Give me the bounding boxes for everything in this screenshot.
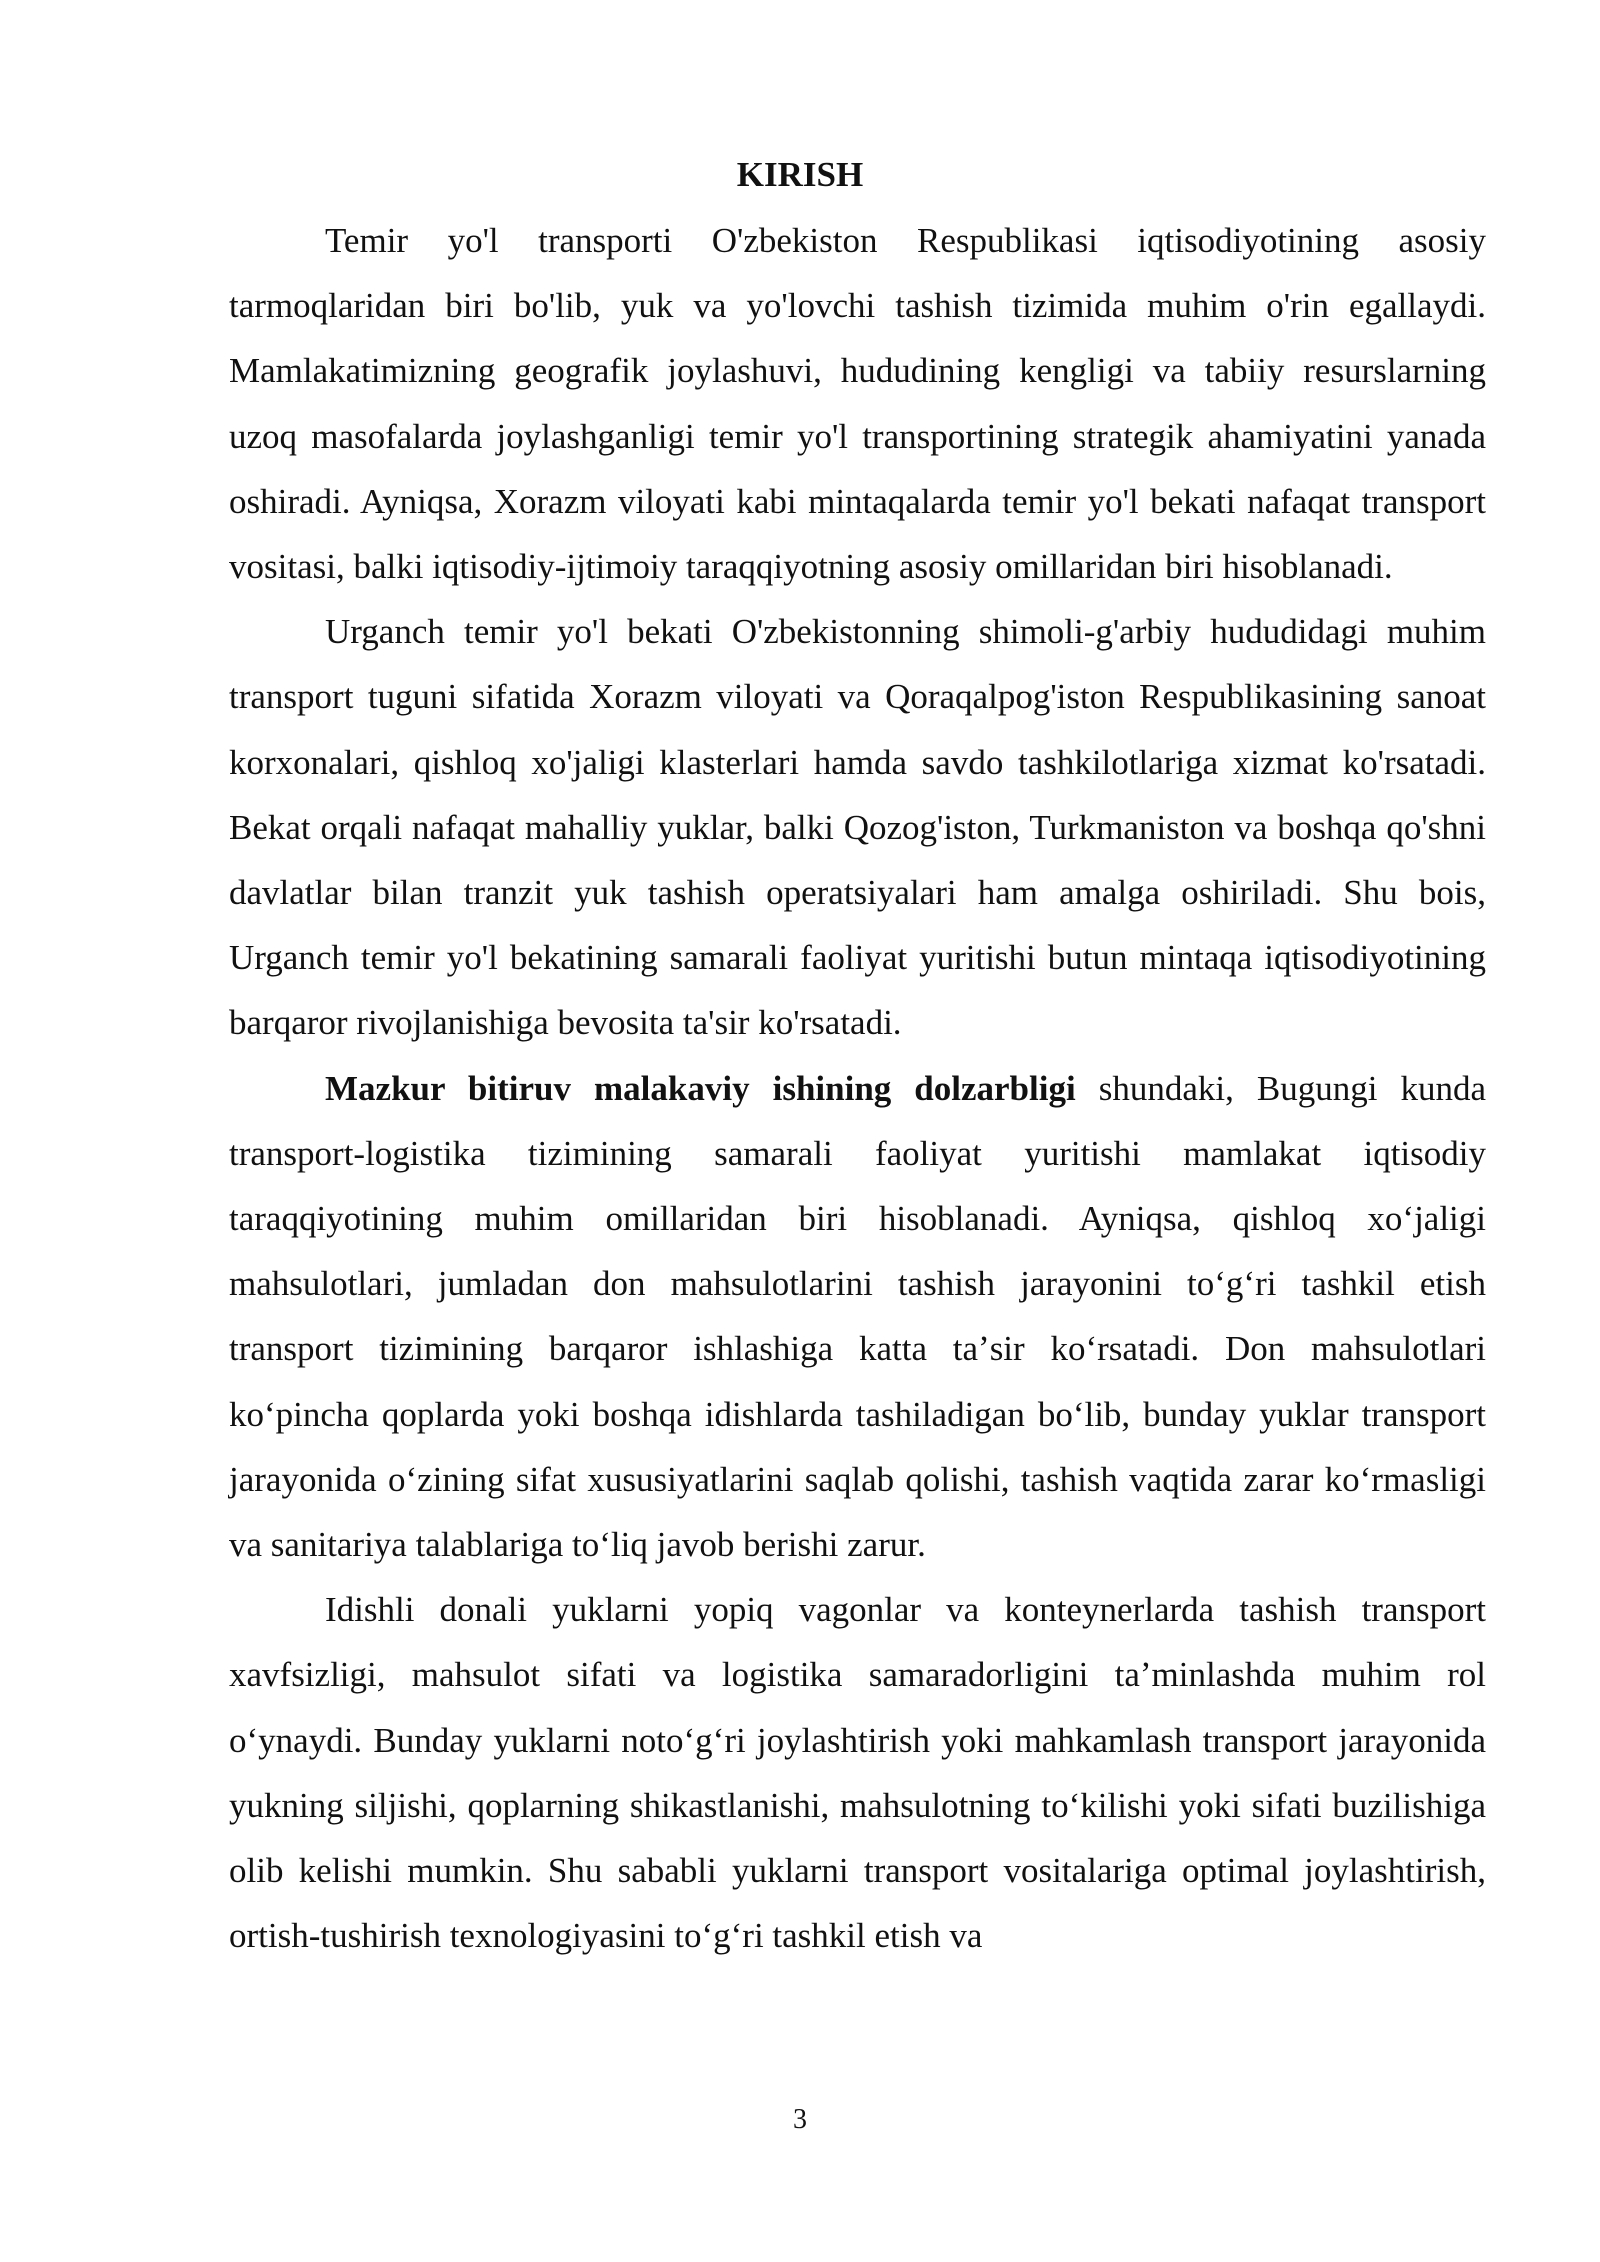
paragraph-3-bold-lead: Mazkur bitiruv malakaviy ishining dolzarbligi [325,1068,1076,1108]
paragraph-1 [229,208,1486,599]
body-text [229,208,1486,1968]
section-heading: KIRISH [736,155,864,194]
paragraph-2 [229,599,1486,1055]
paragraph-1-text: Temir yo'l transporti O'zbekiston Respublikasi iqtisodiyotining asosiy tarmoqlaridan biri bo'lib, yuk va yo'lovchi tashish tizimida muhim o'rin egallaydi. Mamlakatimizning geografik joylashuvi, hududining kengligi va tabiiy resurslarning uzoq masofalarda joylashganligi temir yo'l transportining strategik ahamiyatini yanada oshiradi. Ayniqsa, Xorazm viloyati kabi mintaqalarda temir yo'l bekati nafaqat transport vositasi, balki iqtisodiy-ijtimoiy taraqqiyotning asosiy omillaridan biri hisoblanadi. [229,221,1486,587]
paragraph-2-text: Urganch temir yo'l bekati O'zbekistonning shimoli-g'arbiy hududidagi muhim transport tuguni sifatida Xorazm viloyati va Qoraqalpog'iston Respublikasining sanoat korxonalari, qishloq xo'jaligi klasterlari hamda savdo tashkilotlariga xizmat ko'rsatadi. Bekat orqali nafaqat mahalliy yuklar, balki Qozog'iston, Turkmaniston va boshqa qo'shni davlatlar bilan tranzit yuk tashish operatsiyalari ham amalga oshiriladi. Shu bois, Urganch temir yo'l bekatining samarali faoliyat yuritishi butun mintaqa iqtisodiyotining barqaror rivojlanishiga bevosita ta'sir ko'rsatadi. [229,612,1486,1043]
paragraph-3-text: shundaki, Bugungi kunda transport-logistika tizimining samarali faoliyat yuritishi mamlakat iqtisodiy taraqqiyotining muhim omillaridan biri hisoblanadi. Ayniqsa, qishloq xoʻjaligi mahsulotlari, jumladan don mahsulotlarini tashish jarayonini toʻgʻri tashkil etish transport tizimining barqaror ishlashiga katta taʼsir koʻrsatadi. Don mahsulotlari koʻpincha qoplarda yoki boshqa idishlarda tashiladigan boʻlib, bunday yuklar transport jarayonida oʻzining sifat xususiyatlarini saqlab qolishi, tashish vaqtida zarar koʻrmasligi va sanitariya talablariga toʻliq javob berishi zarur. [229,1068,1486,1565]
paragraph-3 [229,1056,1486,1578]
paragraph-4-text: Idishli donali yuklarni yopiq vagonlar va konteynerlarda tashish transport xavfsizligi, mahsulot sifati va logistika samaradorligini taʼminlashda muhim rol oʻynaydi. Bunday yuklarni notoʻgʻri joylashtirish yoki mahkamlash transport jarayonida yukning siljishi, qoplarning shikastlanishi, mahsulotning toʻkilishi yoki sifati buzilishiga olib kelishi mumkin. Shu sababli yuklarni transport vositalariga optimal joylashtirish, ortish-tushirish texnologiyasini toʻgʻri tashkil etish va [229,1590,1486,1956]
paragraph-4 [229,1577,1486,1968]
page-number: 3 [793,2104,807,2135]
